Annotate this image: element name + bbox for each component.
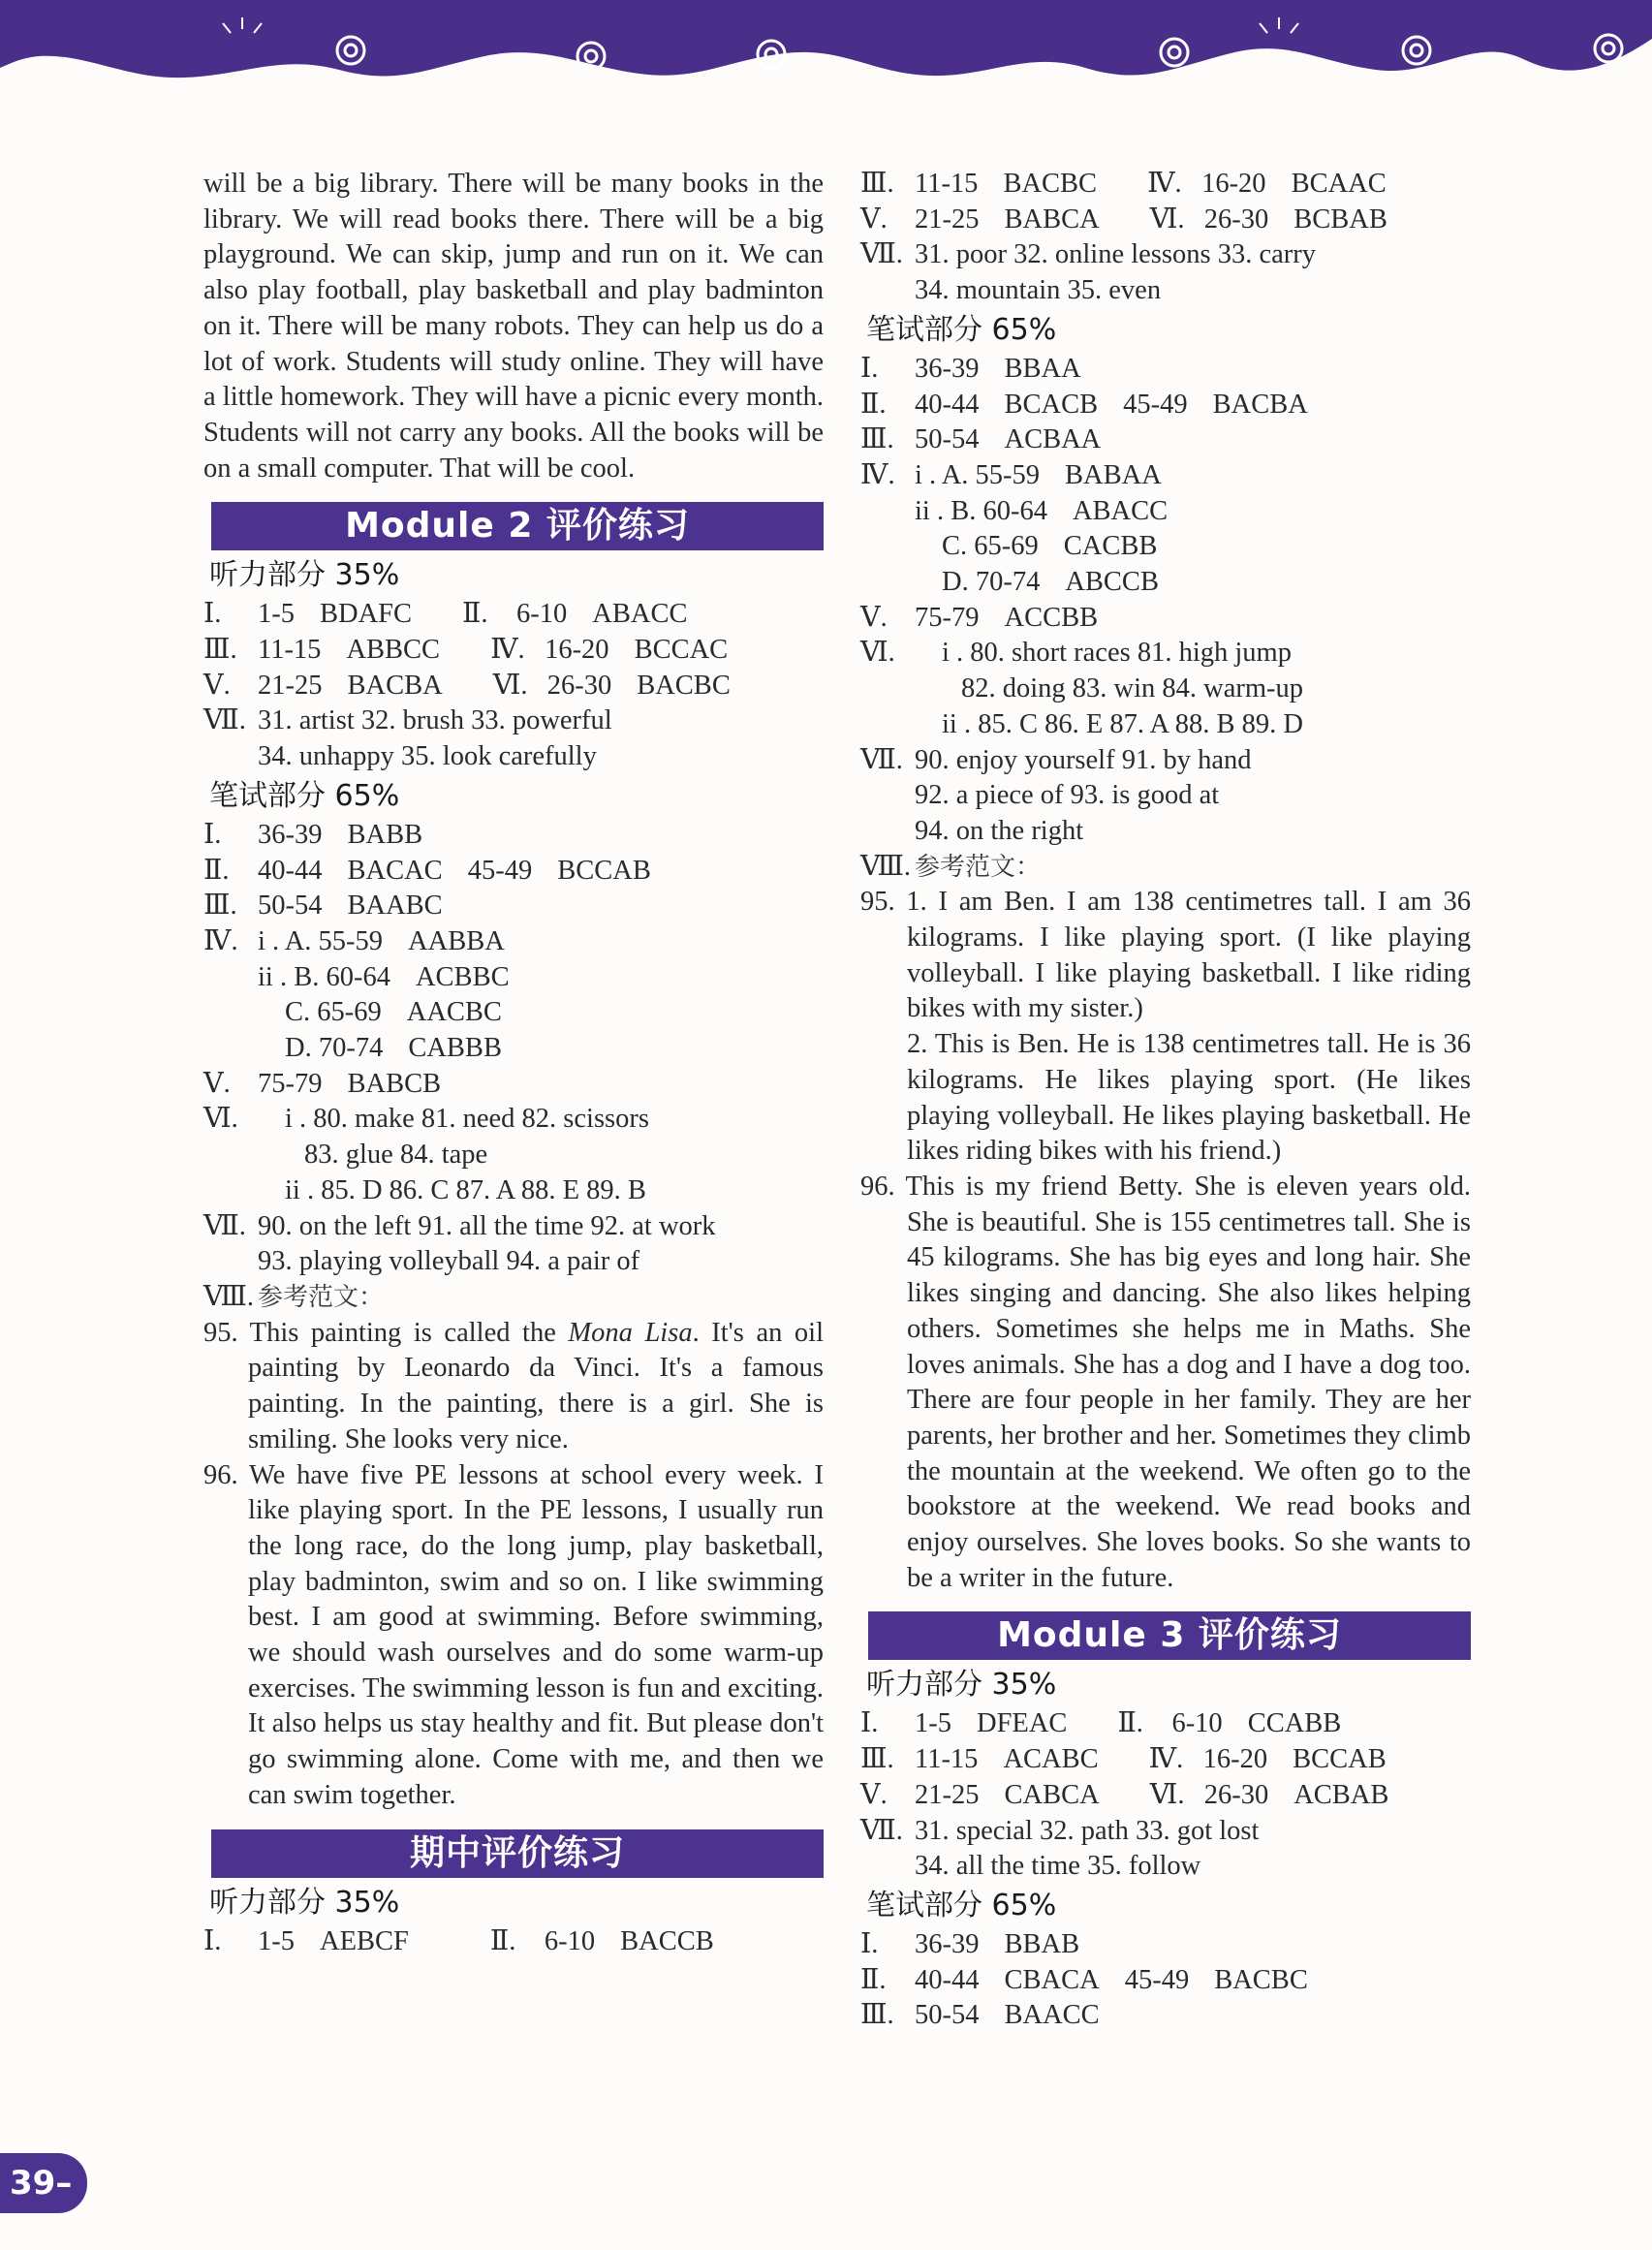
decorative-banner xyxy=(0,0,1652,107)
answer-row: Ⅶ. 31. poor 32. online lessons 33. carry xyxy=(860,239,1316,270)
left-column xyxy=(203,167,824,1959)
answer-row: ii . B. 60-64 ACBBC xyxy=(258,961,510,992)
answer-row: C. 65-69 CACBB xyxy=(942,531,1158,562)
answer-row: Ⅰ. 1-5 DFEAC Ⅱ. 6-10 CCABB xyxy=(860,1708,1342,1739)
answer-row: Ⅶ. 90. on the left 91. all the time 92. at work xyxy=(203,1210,716,1241)
written-section-title: 笔试部分 65% xyxy=(209,778,400,813)
answer-row: Ⅲ. 11-15 BACBC Ⅳ. 16-20 BCAAC xyxy=(860,169,1387,199)
answer-line: 34. unhappy 35. look carefully xyxy=(258,741,597,772)
listening-section-title: 听力部分 35% xyxy=(209,558,400,593)
answer-row: Ⅳ. i . A. 55-59 AABBA xyxy=(203,925,505,956)
answer-row: D. 70-74 CABBB xyxy=(285,1033,502,1064)
module-2-header: Module 2 评价练习 xyxy=(211,502,824,550)
answer-row: Ⅰ. 36-39 BBAA xyxy=(860,353,1081,384)
answer-row: Ⅵ. i . 80. short races 81. high jump xyxy=(860,638,1292,669)
answer-row: Ⅲ. 11-15 ACABC Ⅳ. 16-20 BCCAB xyxy=(860,1744,1387,1775)
answer-row: Ⅲ. 11-15 ABBCC Ⅳ. 16-20 BCCAC xyxy=(203,635,729,666)
answer-line: 92. a piece of 93. is good at xyxy=(915,780,1220,811)
answer-row: Ⅴ. 21-25 BACBA Ⅵ. 26-30 BACBC xyxy=(203,670,731,701)
answer-row: Ⅴ. 21-25 CABCA Ⅵ. 26-30 ACBAB xyxy=(860,1779,1389,1810)
answer-line: 83. glue 84. tape xyxy=(304,1140,488,1171)
answer-row: Ⅴ. 21-25 BABCA Ⅵ. 26-30 BCBAB xyxy=(860,203,1387,234)
answer-row: Ⅲ. 50-54 ACBAA xyxy=(860,424,1102,455)
answer-row: Ⅰ. 36-39 BBAB xyxy=(860,1928,1080,1959)
answer-row: Ⅷ. 参考范文： xyxy=(860,851,1042,882)
answer-line: 94. on the right xyxy=(915,815,1084,846)
answer-row: Ⅵ. i . 80. make 81. need 82. scissors xyxy=(203,1104,649,1135)
sample-essay-95-part2: 2. This is Ben. He is 138 centimetres tall. He is 36 kilograms. He likes playing sport. (He likes playing volleyball. He likes playing basketball. He likes riding bikes with his friend.) xyxy=(907,1029,1471,1167)
answer-row: Ⅴ. 75-79 BABCB xyxy=(203,1068,442,1099)
answer-row: Ⅴ. 75-79 ACCBB xyxy=(860,602,1099,633)
written-section-title: 笔试部分 65% xyxy=(866,312,1057,347)
answer-row: Ⅳ. i . A. 55-59 BABAA xyxy=(860,459,1162,490)
listening-section-title: 听力部分 35% xyxy=(866,1668,1057,1703)
answer-row: Ⅶ. 90. enjoy yourself 91. by hand xyxy=(860,744,1252,775)
answer-row: Ⅶ. 31. artist 32. brush 33. powerful xyxy=(203,705,612,736)
answer-line: ii . 85. C 86. E 87. A 88. B 89. D xyxy=(942,708,1303,739)
banner-wave xyxy=(0,0,1652,78)
listening-section-title: 听力部分 35% xyxy=(209,1885,400,1920)
right-column xyxy=(860,167,1471,2034)
answer-row: Ⅱ. 40-44 BACAC 45-49 BCCAB xyxy=(203,855,651,886)
answer-row: Ⅷ. 参考范文： xyxy=(203,1281,385,1312)
written-section-title: 笔试部分 65% xyxy=(866,1888,1057,1922)
page-number xyxy=(0,2153,87,2213)
answer-row: ii . B. 60-64 ABACC xyxy=(915,495,1169,526)
answer-line: 34. all the time 35. follow xyxy=(915,1851,1201,1882)
answer-row: C. 65-69 AACBC xyxy=(285,997,502,1028)
answer-row: Ⅲ. 50-54 BAACC xyxy=(860,2000,1100,2031)
sample-essay-96: 96. This is my friend Betty. She is eleven years old. She is beautiful. She is 155 centimetres tall. She is 45 kilograms. She has big eyes and long hair. She likes singing and dancing. She also likes helping others. Sometimes she helps me in Maths. She loves animals. She has a dog and I have a dog too. There are four people in her family. They are her parents, her brother and her. Sometimes they climb the mountain at the weekend. We often go to the bookstore at the weekend. We read books and enjoy ourselves. She loves books. So she wants to be a writer in the future. xyxy=(860,1171,1471,1593)
module-3-header: Module 3 评价练习 xyxy=(868,1611,1471,1660)
essay-continuation: will be a big library. There will be many books in the library. We will read books there. There will be a big playground. We can skip, jump and run on it. We can also play football, play basketball and play badminton on it. There will be many robots. They can help us do a lot of work. Students will study online. They will have a little homework. They will have a picnic every month. Students will not carry any books. All the books will be on a small computer. That will be cool. xyxy=(203,169,824,484)
answer-row: Ⅲ. 50-54 BAABC xyxy=(203,891,443,922)
midterm-header: 期中评价练习 xyxy=(211,1829,824,1878)
answer-line: 82. doing 83. win 84. warm-up xyxy=(961,673,1304,704)
sample-essay-95: 95. 1. I am Ben. I am 138 centimetres tall. I am 36 kilograms. I like playing sport. (I like playing volleyball. I like playing basketball. I like riding bikes with my sister.) xyxy=(860,887,1471,1024)
sample-essay-96: 96. We have five PE lessons at school every week. I like playing sport. In the PE lessons, I usually run the long race, do the long jump, play basketball, play badminton, swim and so on. I like swimming best. I am good at swimming. Before swimming, we should wash ourselves and do some warm-up exercises. The swimming lesson is fun and exciting. It also helps us stay healthy and fit. But please don't go swimming alone. Come with me, and then we can swim together. xyxy=(203,1459,824,1810)
answer-row: Ⅱ. 40-44 CBACA 45-49 BACBC xyxy=(860,1964,1308,1995)
page-number-text: 39 xyxy=(10,2164,56,2203)
answer-row: Ⅰ. 1-5 BDAFC Ⅱ. 6-10 ABACC xyxy=(203,599,688,630)
answer-line: ii . 85. D 86. C 87. A 88. E 89. B xyxy=(285,1174,646,1205)
answer-row: Ⅱ. 40-44 BCACB 45-49 BACBA xyxy=(860,389,1308,420)
answer-row: D. 70-74 ABCCB xyxy=(942,567,1159,598)
answer-row: Ⅰ. 36-39 BABB xyxy=(203,819,423,850)
answer-row: Ⅶ. 31. special 32. path 33. got lost xyxy=(860,1815,1260,1846)
page-number-dash: – xyxy=(55,2164,73,2203)
answer-row: Ⅰ. 1-5 AEBCF Ⅱ. 6-10 BACCB xyxy=(203,1925,714,1956)
answer-line: 34. mountain 35. even xyxy=(915,275,1162,306)
sample-essay-95: 95. This painting is called the Mona Lisa. It's an oil painting by Leonardo da Vinci. It's a famous painting. In the painting, there is a girl. She is smiling. She looks very nice. xyxy=(203,1317,825,1454)
answer-line: 93. playing volleyball 94. a pair of xyxy=(258,1246,640,1277)
